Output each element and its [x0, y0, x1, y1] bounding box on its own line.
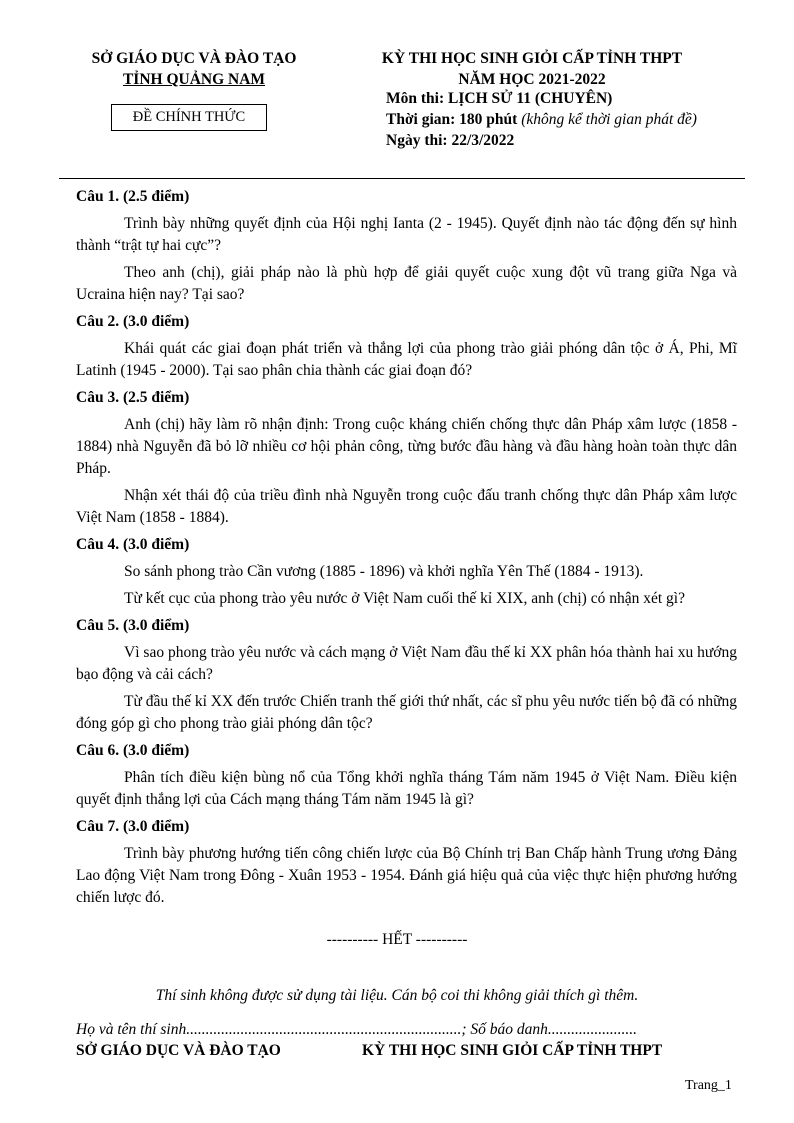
issuer-block: [76, 48, 312, 90]
exam-note: Thí sinh không được sử dụng tài liệu. Cán bộ coi thi không giải thích gì thêm.: [155, 987, 639, 1004]
exam-subject: Môn thi: LỊCH SỬ 11 (CHUYÊN): [386, 90, 613, 107]
end-mark: ---------- HẾT ----------: [326, 931, 468, 948]
question-text: Trình bày phương hướng tiến công chiến lược của Bộ Chính trị Ban Chấp hành Trung ương Đảng Lao động Việt Nam trong Đông - Xuân 1953 - 1954. Đánh giá hiệu quả của việc thực hiện phương hướng chiến lược đó.: [76, 845, 737, 906]
question-title: Câu 3. (2.5 điểm): [76, 389, 190, 406]
exam-info: [386, 88, 697, 151]
question-text: Nhận xét thái độ của triều đình nhà Nguyễn trong cuộc đấu tranh chống thực dân Pháp xâm lược Việt Nam (1858 - 1884).: [76, 487, 737, 526]
question-title: Câu 7. (3.0 điểm): [76, 818, 190, 835]
footer-department: SỞ GIÁO DỤC VÀ ĐÀO TẠO: [76, 1042, 281, 1059]
question-text: So sánh phong trào Cần vương (1885 - 1896) và khởi nghĩa Yên Thế (1884 - 1913).: [124, 563, 644, 580]
question-text: Từ kết cục của phong trào yêu nước ở Việt Nam cuối thế kỉ XIX, anh (chị) có nhận xét gì?: [124, 590, 685, 607]
question-title: Câu 5. (3.0 điểm): [76, 617, 190, 634]
official-badge: ĐỀ CHÍNH THỨC: [111, 104, 267, 131]
question-text: Anh (chị) hãy làm rõ nhận định: Trong cuộc kháng chiến chống thực dân Pháp xâm lược (1858 - 1884) nhà Nguyễn đã bỏ lỡ nhiều cơ hội phản công, từng bước đầu hàng và đầu hàng hoàn toàn thực dân Pháp.: [76, 416, 737, 477]
question-title: Câu 1. (2.5 điểm): [76, 188, 190, 205]
question-text: Phân tích điều kiện bùng nổ của Tổng khởi nghĩa tháng Tám năm 1945 ở Việt Nam. Điều kiện quyết định thắng lợi của Cách mạng tháng Tám năm 1945 là gì?: [76, 769, 737, 808]
candidate-line: Họ và tên thí sinh.......................................................................; Số báo danh.......................: [76, 1021, 637, 1038]
question-text: Từ đầu thế kỉ XX đến trước Chiến tranh thế giới thứ nhất, các sĩ phu yêu nước tiến bộ đã có những đóng góp gì cho phong trào giải phóng dân tộc?: [76, 693, 737, 732]
page-number: Trang_1: [685, 1078, 732, 1093]
question-title: Câu 4. (3.0 điểm): [76, 536, 190, 553]
question-text: Khái quát các giai đoạn phát triển và thắng lợi của phong trào giải phóng dân tộc ở Á, Phi, Mĩ Latinh (1945 - 2000). Tại sao phân chia thành các giai đoạn đó?: [76, 340, 737, 379]
exam-title: KỲ THI HỌC SINH GIỎI CẤP TỈNH THPT: [381, 50, 683, 67]
question-title: Câu 6. (3.0 điểm): [76, 742, 190, 759]
question-list: [76, 186, 737, 914]
issuer-province: TỈNH QUẢNG NAM: [122, 71, 266, 88]
footer-exam-title: KỲ THI HỌC SINH GIỎI CẤP TỈNH THPT: [362, 1042, 663, 1059]
exam-date: Ngày thi: 22/3/2022: [386, 132, 515, 149]
question-title: Câu 2. (3.0 điểm): [76, 313, 190, 330]
question-text: Vì sao phong trào yêu nước và cách mạng ở Việt Nam đầu thế kỉ XX phân hóa thành hai xu hướng bạo động và cải cách?: [76, 644, 737, 683]
exam-title-block: [362, 48, 702, 90]
school-year: NĂM HỌC 2021-2022: [458, 71, 606, 88]
header-divider: [59, 178, 745, 179]
exam-duration: Thời gian: 180 phút (không kể thời gian phát đề): [386, 111, 697, 128]
question-text: Theo anh (chị), giải pháp nào là phù hợp để giải quyết cuộc xung đột vũ trang giữa Nga và Ucraina hiện nay? Tại sao?: [76, 264, 737, 303]
question-text: Trình bày những quyết định của Hội nghị Ianta (2 - 1945). Quyết định nào tác động đến sự hình thành “trật tự hai cực”?: [76, 215, 737, 254]
issuer-department: SỞ GIÁO DỤC VÀ ĐÀO TẠO: [91, 50, 297, 67]
